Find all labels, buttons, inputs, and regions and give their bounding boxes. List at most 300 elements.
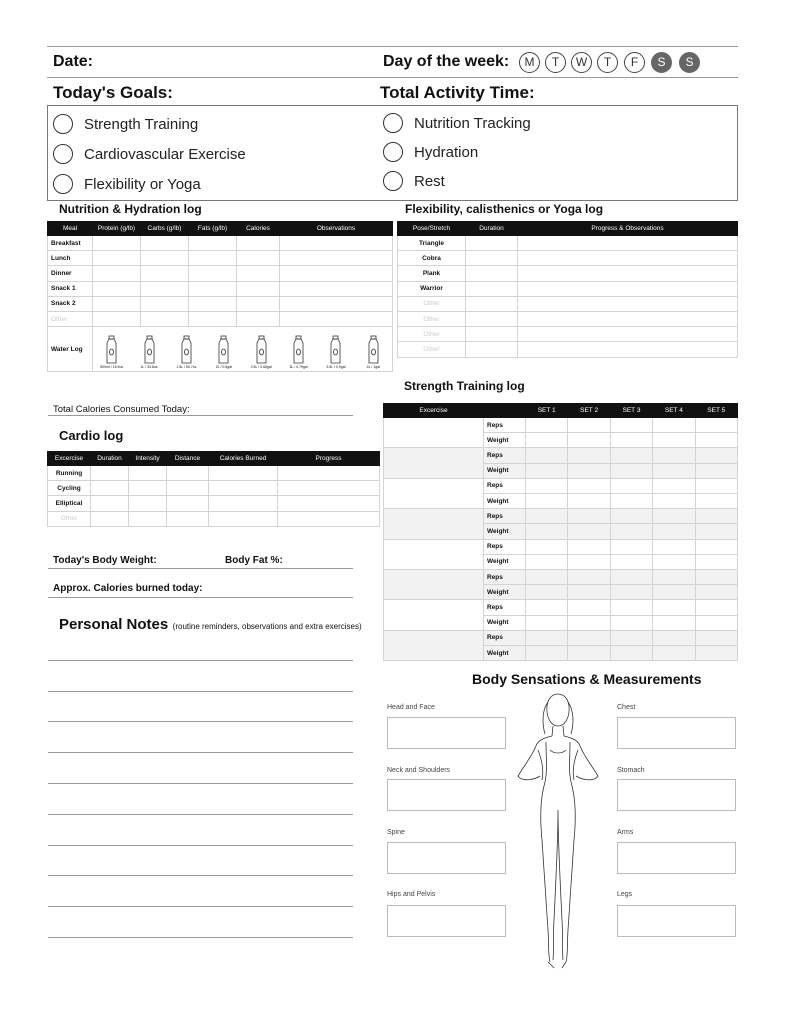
col-pose: Pose/Stretch bbox=[398, 222, 466, 236]
set-cell[interactable] bbox=[653, 448, 695, 463]
table-row bbox=[48, 466, 380, 481]
cell[interactable] bbox=[91, 511, 129, 526]
total-activity-title: Total Activity Time: bbox=[380, 83, 535, 102]
cell[interactable] bbox=[518, 296, 738, 311]
col-observations: Observations bbox=[280, 222, 393, 236]
table-row bbox=[384, 509, 738, 524]
set-cell[interactable] bbox=[653, 463, 695, 478]
row-label: Snack 2 bbox=[48, 296, 93, 311]
set-cell[interactable] bbox=[526, 509, 568, 524]
set-cell[interactable] bbox=[610, 433, 652, 448]
cell[interactable] bbox=[91, 466, 129, 481]
set-type-label: Reps bbox=[484, 569, 526, 584]
total-calories-label: Total Calories Consumed Today: bbox=[53, 404, 190, 415]
cell[interactable] bbox=[93, 266, 141, 281]
set-cell[interactable] bbox=[568, 539, 610, 554]
set-cell[interactable] bbox=[695, 478, 737, 493]
cell[interactable] bbox=[280, 266, 393, 281]
goal-hydration[interactable] bbox=[383, 142, 478, 162]
set-cell[interactable] bbox=[526, 630, 568, 645]
set-cell[interactable] bbox=[526, 600, 568, 615]
bottle-label: 1.5L / 50.7oz bbox=[176, 365, 197, 370]
set-cell[interactable] bbox=[610, 600, 652, 615]
cell[interactable] bbox=[141, 296, 189, 311]
water-bottle[interactable] bbox=[283, 335, 315, 369]
measure-label: Neck and Shoulders bbox=[387, 767, 451, 774]
set-type-label: Weight bbox=[484, 615, 526, 630]
set-cell[interactable] bbox=[653, 524, 695, 539]
checkbox-circle-icon[interactable] bbox=[53, 114, 73, 134]
set-cell[interactable] bbox=[695, 448, 737, 463]
measure-label: Legs bbox=[617, 891, 633, 898]
table-row bbox=[48, 251, 393, 266]
col-set1: SET 1 bbox=[526, 404, 568, 418]
cell[interactable] bbox=[237, 311, 280, 326]
set-cell[interactable] bbox=[526, 615, 568, 630]
set-cell[interactable] bbox=[568, 615, 610, 630]
cell[interactable] bbox=[209, 496, 278, 511]
set-cell[interactable] bbox=[526, 524, 568, 539]
table-row bbox=[48, 281, 393, 296]
table-row bbox=[384, 478, 738, 493]
measure-label: Arms bbox=[617, 829, 634, 836]
set-cell[interactable] bbox=[610, 418, 652, 433]
set-cell[interactable] bbox=[526, 478, 568, 493]
note-line[interactable] bbox=[48, 906, 353, 907]
set-cell[interactable] bbox=[610, 554, 652, 569]
exercise-cell[interactable] bbox=[384, 539, 484, 569]
cell[interactable] bbox=[280, 251, 393, 266]
measure-box-arms[interactable] bbox=[617, 842, 736, 874]
set-cell[interactable] bbox=[568, 569, 610, 584]
exercise-cell[interactable] bbox=[384, 630, 484, 660]
set-type-label: Reps bbox=[484, 478, 526, 493]
nutrition-title: Nutrition & Hydration log bbox=[59, 202, 202, 216]
exercise-cell[interactable] bbox=[384, 569, 484, 599]
set-cell[interactable] bbox=[526, 645, 568, 660]
cell[interactable] bbox=[518, 281, 738, 296]
row-label: Dinner bbox=[48, 266, 93, 281]
set-type-label: Weight bbox=[484, 554, 526, 569]
set-cell[interactable] bbox=[610, 524, 652, 539]
set-cell[interactable] bbox=[610, 630, 652, 645]
row-label: Cycling bbox=[48, 481, 91, 496]
set-cell[interactable] bbox=[568, 524, 610, 539]
cell[interactable] bbox=[141, 251, 189, 266]
table-row bbox=[398, 236, 738, 251]
set-cell[interactable] bbox=[695, 630, 737, 645]
day-saturday[interactable]: S bbox=[651, 52, 672, 73]
exercise-cell[interactable] bbox=[384, 448, 484, 478]
goal-rest[interactable] bbox=[383, 171, 445, 191]
day-sunday[interactable]: S bbox=[679, 52, 700, 73]
set-cell[interactable] bbox=[653, 600, 695, 615]
col-meal: Meal bbox=[48, 222, 93, 236]
cell[interactable] bbox=[91, 481, 129, 496]
note-line[interactable] bbox=[48, 937, 353, 938]
todays-goals-title: Today's Goals: bbox=[53, 83, 173, 102]
cell[interactable] bbox=[167, 466, 209, 481]
set-type-label: Reps bbox=[484, 418, 526, 433]
set-type-label: Weight bbox=[484, 433, 526, 448]
set-cell[interactable] bbox=[568, 418, 610, 433]
cell[interactable] bbox=[466, 296, 518, 311]
bottle-icon bbox=[292, 335, 305, 365]
set-type-label: Reps bbox=[484, 630, 526, 645]
table-row bbox=[398, 342, 738, 357]
bottle-icon bbox=[180, 335, 193, 365]
set-cell[interactable] bbox=[610, 509, 652, 524]
set-cell[interactable] bbox=[653, 493, 695, 508]
water-bottle[interactable] bbox=[357, 335, 389, 369]
cell[interactable] bbox=[278, 481, 380, 496]
set-cell[interactable] bbox=[653, 645, 695, 660]
set-cell[interactable] bbox=[653, 615, 695, 630]
set-cell[interactable] bbox=[695, 418, 737, 433]
cell[interactable] bbox=[189, 266, 237, 281]
notes-subtitle: (routine reminders, observations and extra exercises) bbox=[172, 622, 362, 631]
cell[interactable] bbox=[237, 296, 280, 311]
set-cell[interactable] bbox=[568, 630, 610, 645]
sensations-title: Body Sensations & Measurements bbox=[472, 671, 702, 687]
set-cell[interactable] bbox=[526, 448, 568, 463]
set-cell[interactable] bbox=[568, 600, 610, 615]
cell[interactable] bbox=[189, 311, 237, 326]
bottle-label: 3.5L / 0.9gal bbox=[326, 365, 346, 370]
set-cell[interactable] bbox=[610, 569, 652, 584]
set-type-label: Reps bbox=[484, 600, 526, 615]
set-cell[interactable] bbox=[653, 509, 695, 524]
body-weight-label: Today's Body Weight: bbox=[53, 555, 157, 566]
cell[interactable] bbox=[129, 496, 167, 511]
bottle-label: 1L / 33.8oz bbox=[140, 365, 158, 370]
row-label: Other bbox=[398, 311, 466, 326]
day-monday[interactable]: M bbox=[519, 52, 540, 73]
cell[interactable] bbox=[278, 511, 380, 526]
checkbox-circle-icon[interactable] bbox=[383, 142, 403, 162]
set-cell[interactable] bbox=[695, 433, 737, 448]
col-duration: Duration bbox=[91, 452, 129, 466]
set-cell[interactable] bbox=[653, 433, 695, 448]
set-cell[interactable] bbox=[610, 585, 652, 600]
row-label: Other bbox=[48, 511, 91, 526]
set-cell[interactable] bbox=[568, 554, 610, 569]
cell[interactable] bbox=[141, 236, 189, 251]
set-cell[interactable] bbox=[526, 418, 568, 433]
goal-nutrition[interactable] bbox=[383, 113, 531, 133]
row-label: Breakfast bbox=[48, 236, 93, 251]
set-cell[interactable] bbox=[526, 554, 568, 569]
goal-flexibility[interactable] bbox=[53, 174, 201, 194]
cell[interactable] bbox=[189, 296, 237, 311]
measure-box-spine[interactable] bbox=[387, 842, 506, 874]
set-cell[interactable] bbox=[695, 493, 737, 508]
table-row bbox=[48, 511, 380, 526]
day-wednesday[interactable]: W bbox=[571, 52, 592, 73]
set-type-label: Weight bbox=[484, 463, 526, 478]
row-label: Cobra bbox=[398, 251, 466, 266]
cell[interactable] bbox=[280, 281, 393, 296]
cell[interactable] bbox=[167, 496, 209, 511]
cardio-table bbox=[47, 451, 380, 527]
day-of-week-label: Day of the week: bbox=[383, 53, 510, 70]
cell[interactable] bbox=[189, 281, 237, 296]
cell[interactable] bbox=[466, 281, 518, 296]
col-exercise: Excercise bbox=[384, 404, 484, 418]
day-tuesday[interactable]: T bbox=[545, 52, 566, 73]
table-row bbox=[48, 266, 393, 281]
cell[interactable] bbox=[237, 281, 280, 296]
set-cell[interactable] bbox=[653, 418, 695, 433]
goal-strength[interactable] bbox=[53, 114, 198, 134]
cell[interactable] bbox=[280, 296, 393, 311]
water-bottles bbox=[93, 327, 393, 372]
table-row bbox=[384, 418, 738, 433]
set-cell[interactable] bbox=[695, 524, 737, 539]
water-bottle[interactable] bbox=[133, 335, 165, 369]
set-cell[interactable] bbox=[526, 585, 568, 600]
cell[interactable] bbox=[518, 327, 738, 342]
set-cell[interactable] bbox=[610, 463, 652, 478]
row-label: Running bbox=[48, 466, 91, 481]
cell[interactable] bbox=[93, 281, 141, 296]
col-set2: SET 2 bbox=[568, 404, 610, 418]
note-line[interactable] bbox=[48, 783, 353, 784]
note-line[interactable] bbox=[48, 660, 353, 661]
calories-burned-label: Approx. Calories burned today: bbox=[53, 583, 203, 594]
table-row bbox=[398, 266, 738, 281]
cell[interactable] bbox=[189, 251, 237, 266]
goal-label: Cardiovascular Exercise bbox=[84, 145, 246, 163]
cell[interactable] bbox=[466, 266, 518, 281]
bottle-label: 4L / 1gal bbox=[366, 365, 380, 370]
set-cell[interactable] bbox=[526, 433, 568, 448]
cell[interactable] bbox=[141, 281, 189, 296]
set-cell[interactable] bbox=[568, 433, 610, 448]
cell[interactable] bbox=[93, 311, 141, 326]
measure-label: Stomach bbox=[617, 767, 645, 774]
checkbox-circle-icon[interactable] bbox=[383, 113, 403, 133]
measure-box-stomach[interactable] bbox=[617, 779, 736, 811]
set-cell[interactable] bbox=[653, 554, 695, 569]
set-type-label: Weight bbox=[484, 524, 526, 539]
day-friday[interactable]: F bbox=[624, 52, 645, 73]
exercise-cell[interactable] bbox=[384, 418, 484, 448]
cell[interactable] bbox=[466, 342, 518, 357]
set-cell[interactable] bbox=[653, 630, 695, 645]
measure-label: Chest bbox=[617, 704, 636, 711]
set-cell[interactable] bbox=[695, 569, 737, 584]
strength-title: Strength Training log bbox=[404, 379, 525, 393]
note-line[interactable] bbox=[48, 814, 353, 815]
set-cell[interactable] bbox=[526, 463, 568, 478]
set-type-label: Reps bbox=[484, 539, 526, 554]
cell[interactable] bbox=[466, 236, 518, 251]
row-label: Other bbox=[398, 327, 466, 342]
cell[interactable] bbox=[237, 266, 280, 281]
set-cell[interactable] bbox=[695, 600, 737, 615]
cell[interactable] bbox=[518, 342, 738, 357]
cell[interactable] bbox=[167, 511, 209, 526]
water-bottle[interactable] bbox=[170, 335, 202, 369]
exercise-cell[interactable] bbox=[384, 600, 484, 630]
body-fat-label: Body Fat %: bbox=[225, 555, 283, 566]
measure-box-head[interactable] bbox=[387, 717, 506, 749]
col-exercise: Excercise bbox=[48, 452, 91, 466]
set-cell[interactable] bbox=[653, 478, 695, 493]
flexibility-table bbox=[397, 221, 738, 358]
cell[interactable] bbox=[129, 466, 167, 481]
set-cell[interactable] bbox=[653, 569, 695, 584]
checkbox-circle-icon[interactable] bbox=[53, 144, 73, 164]
set-cell[interactable] bbox=[653, 539, 695, 554]
cell[interactable] bbox=[129, 511, 167, 526]
set-type-label: Weight bbox=[484, 585, 526, 600]
bottle-label: 3L / 0.79gal bbox=[289, 365, 308, 370]
water-bottle[interactable] bbox=[320, 335, 352, 369]
table-row bbox=[384, 569, 738, 584]
set-cell[interactable] bbox=[610, 615, 652, 630]
cell[interactable] bbox=[466, 251, 518, 266]
cell[interactable] bbox=[466, 311, 518, 326]
set-cell[interactable] bbox=[568, 493, 610, 508]
set-cell[interactable] bbox=[695, 509, 737, 524]
set-cell[interactable] bbox=[695, 585, 737, 600]
table-row bbox=[384, 539, 738, 554]
col-protein: Protein (g/lb) bbox=[93, 222, 141, 236]
bottle-icon bbox=[367, 335, 380, 365]
set-cell[interactable] bbox=[568, 448, 610, 463]
notes-title: Personal Notes bbox=[59, 616, 169, 633]
cell[interactable] bbox=[280, 311, 393, 326]
table-row bbox=[48, 481, 380, 496]
day-thursday[interactable]: T bbox=[597, 52, 618, 73]
table-row bbox=[48, 311, 393, 326]
row-label: Snack 1 bbox=[48, 281, 93, 296]
cell[interactable] bbox=[209, 511, 278, 526]
col-duration: Duration bbox=[466, 222, 518, 236]
cell[interactable] bbox=[518, 266, 738, 281]
checkbox-circle-icon[interactable] bbox=[53, 174, 73, 194]
measure-box-hips[interactable] bbox=[387, 905, 506, 937]
set-cell[interactable] bbox=[610, 478, 652, 493]
cell[interactable] bbox=[141, 266, 189, 281]
bottle-label: 2L / 0.5gal bbox=[215, 365, 232, 370]
set-type-label: Weight bbox=[484, 493, 526, 508]
set-cell[interactable] bbox=[610, 539, 652, 554]
set-cell[interactable] bbox=[526, 493, 568, 508]
row-label: Lunch bbox=[48, 251, 93, 266]
set-cell[interactable] bbox=[695, 615, 737, 630]
flexibility-title: Flexibility, calisthenics or Yoga log bbox=[405, 202, 604, 216]
cell[interactable] bbox=[280, 236, 393, 251]
goal-label: Strength Training bbox=[84, 115, 199, 133]
water-bottle[interactable] bbox=[96, 335, 128, 369]
cell[interactable] bbox=[129, 481, 167, 496]
cell[interactable] bbox=[209, 466, 278, 481]
cell[interactable] bbox=[518, 251, 738, 266]
measure-label: Head and Face bbox=[387, 704, 435, 711]
col-progress: Progress & Observations bbox=[518, 222, 738, 236]
note-line[interactable] bbox=[48, 845, 353, 846]
water-bottle[interactable] bbox=[208, 335, 240, 369]
set-cell[interactable] bbox=[568, 585, 610, 600]
set-cell[interactable] bbox=[695, 645, 737, 660]
table-row bbox=[398, 281, 738, 296]
goal-cardio[interactable] bbox=[53, 144, 246, 164]
measure-box-neck[interactable] bbox=[387, 779, 506, 811]
set-type-label: Weight bbox=[484, 645, 526, 660]
cell[interactable] bbox=[141, 311, 189, 326]
set-cell[interactable] bbox=[610, 645, 652, 660]
measure-box-chest[interactable] bbox=[617, 717, 736, 749]
measure-box-legs[interactable] bbox=[617, 905, 736, 937]
col-intensity: Intensity bbox=[129, 452, 167, 466]
goal-label: Flexibility or Yoga bbox=[84, 175, 201, 193]
note-line[interactable] bbox=[48, 752, 353, 753]
row-label: Other bbox=[48, 311, 93, 326]
bottle-icon bbox=[143, 335, 156, 365]
set-cell[interactable] bbox=[568, 509, 610, 524]
set-cell[interactable] bbox=[610, 493, 652, 508]
table-row bbox=[48, 236, 393, 251]
cell[interactable] bbox=[91, 496, 129, 511]
set-cell[interactable] bbox=[653, 585, 695, 600]
table-row bbox=[398, 311, 738, 326]
date-label: Date: bbox=[53, 53, 94, 70]
exercise-cell[interactable] bbox=[384, 509, 484, 539]
cell[interactable] bbox=[278, 496, 380, 511]
nutrition-table bbox=[47, 221, 393, 372]
set-cell[interactable] bbox=[568, 645, 610, 660]
exercise-cell[interactable] bbox=[384, 478, 484, 508]
cell[interactable] bbox=[466, 327, 518, 342]
note-line[interactable] bbox=[48, 721, 353, 722]
set-cell[interactable] bbox=[526, 569, 568, 584]
cell[interactable] bbox=[237, 236, 280, 251]
cell[interactable] bbox=[278, 466, 380, 481]
row-label: Plank bbox=[398, 266, 466, 281]
set-cell[interactable] bbox=[568, 463, 610, 478]
note-line[interactable] bbox=[48, 875, 353, 876]
col-calories: Calories bbox=[237, 222, 280, 236]
cell[interactable] bbox=[167, 481, 209, 496]
bottle-icon bbox=[217, 335, 230, 365]
table-row bbox=[48, 296, 393, 311]
set-cell[interactable] bbox=[568, 478, 610, 493]
cell[interactable] bbox=[237, 251, 280, 266]
cell[interactable] bbox=[518, 311, 738, 326]
cell[interactable] bbox=[93, 296, 141, 311]
cell[interactable] bbox=[93, 236, 141, 251]
set-cell[interactable] bbox=[695, 463, 737, 478]
goal-label: Hydration bbox=[414, 143, 479, 161]
cell[interactable] bbox=[518, 236, 738, 251]
cell[interactable] bbox=[93, 251, 141, 266]
set-cell[interactable] bbox=[695, 554, 737, 569]
set-cell[interactable] bbox=[695, 539, 737, 554]
col-distance: Distance bbox=[167, 452, 209, 466]
set-cell[interactable] bbox=[526, 539, 568, 554]
water-bottle[interactable] bbox=[245, 335, 277, 369]
set-cell[interactable] bbox=[610, 448, 652, 463]
bottle-label: 2.5L / 0.66gal bbox=[250, 365, 272, 370]
water-log-row bbox=[48, 327, 393, 372]
cell[interactable] bbox=[209, 481, 278, 496]
cell[interactable] bbox=[189, 236, 237, 251]
note-line[interactable] bbox=[48, 691, 353, 692]
checkbox-circle-icon[interactable] bbox=[383, 171, 403, 191]
